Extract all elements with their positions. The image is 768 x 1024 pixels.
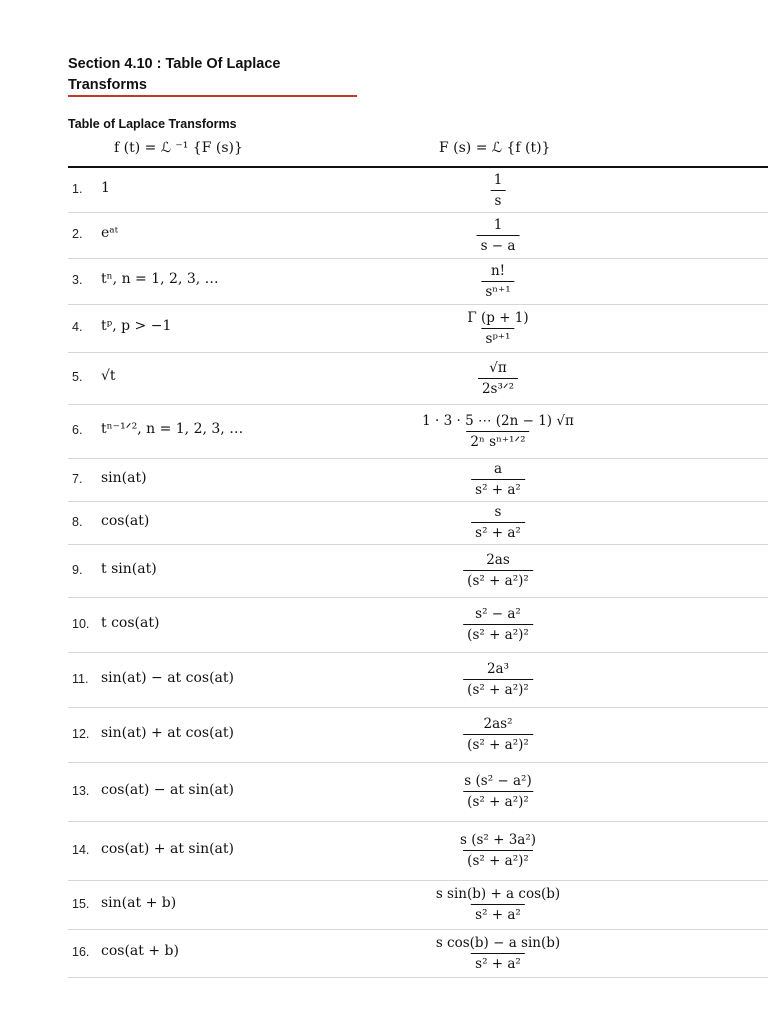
table-row — [68, 544, 768, 597]
fraction-numerator: s sin(b) + a cos(b) — [435, 886, 561, 902]
row-number: 2. — [72, 227, 83, 241]
time-function: tᵖ, p > −1 — [101, 318, 172, 334]
row-number: 16. — [72, 945, 90, 959]
fraction-numerator: 2a³ — [486, 661, 510, 677]
fraction-denominator: s² + a² — [471, 479, 525, 498]
section-title-line1: Section 4.10 : Table Of Laplace — [68, 56, 281, 72]
fraction-denominator: (s² + a²)² — [463, 791, 533, 810]
table-row — [68, 258, 768, 304]
fraction-numerator: s² − a² — [475, 606, 521, 622]
section-title — [68, 54, 368, 96]
time-function: 1 — [101, 180, 110, 196]
table-row — [68, 762, 768, 821]
time-function: cos(at) − at sin(at) — [101, 781, 234, 798]
laplace-transform-fraction — [432, 935, 564, 972]
fraction-denominator: sᵖ⁺¹ — [482, 328, 515, 347]
fraction-denominator: s − a — [477, 235, 520, 254]
table-row — [68, 404, 768, 458]
row-number: 5. — [72, 370, 83, 384]
row-number: 1. — [72, 182, 83, 196]
fraction-numerator: 1 · 3 · 5 ⋯ (2n − 1) √π — [422, 412, 574, 429]
time-function: tⁿ⁻¹ᐟ², n = 1, 2, 3, … — [101, 421, 244, 437]
laplace-transform-fraction — [463, 661, 533, 698]
time-function: cos(at) + at sin(at) — [101, 840, 234, 857]
row-number: 11. — [72, 671, 89, 686]
section-title-line2: Transforms — [68, 77, 147, 93]
table-row — [68, 304, 768, 352]
table-row — [68, 458, 768, 501]
fraction-numerator: n! — [490, 262, 506, 279]
section-title-underline — [68, 95, 357, 97]
fraction-denominator: 2ⁿ sⁿ⁺¹ᐟ² — [466, 431, 529, 450]
laplace-transform-fraction — [477, 217, 520, 254]
fraction-denominator: sⁿ⁺¹ — [481, 281, 514, 300]
time-function: sin(at + b) — [101, 894, 177, 911]
table-row — [68, 597, 768, 652]
laplace-transform-fraction — [463, 606, 533, 643]
laplace-transform-fraction — [460, 773, 535, 810]
table-row — [68, 501, 768, 544]
fraction-numerator: 2as — [486, 552, 510, 568]
row-number: 3. — [72, 273, 83, 287]
fraction-denominator: (s² + a²)² — [463, 850, 533, 869]
table-header-right: F (s) = ℒ {f (t)} — [439, 140, 551, 156]
table-row — [68, 929, 768, 977]
row-number: 15. — [72, 896, 90, 911]
table-caption: Table of Laplace Transforms — [68, 117, 237, 131]
fraction-denominator: (s² + a²)² — [463, 679, 533, 698]
row-number: 10. — [72, 616, 90, 631]
laplace-transform-fraction — [481, 263, 514, 300]
time-function: sin(at) − at cos(at) — [101, 669, 234, 686]
fraction-numerator: √π — [489, 359, 507, 376]
laplace-transform-fraction — [471, 461, 525, 498]
laplace-transform-fraction — [432, 886, 564, 923]
row-number: 6. — [72, 423, 83, 437]
row-number: 8. — [72, 514, 83, 529]
row-number: 13. — [72, 783, 90, 798]
table-row — [68, 352, 768, 404]
table-row — [68, 821, 768, 880]
laplace-transform-fraction — [478, 360, 518, 397]
row-number: 7. — [72, 471, 83, 486]
fraction-numerator: s (s² + 3a²) — [459, 832, 537, 848]
fraction-numerator: s (s² − a²) — [464, 773, 532, 789]
row-number: 14. — [72, 842, 90, 857]
fraction-denominator: (s² + a²)² — [463, 570, 533, 589]
laplace-transform-fraction — [463, 552, 533, 589]
fraction-denominator: 2s³ᐟ² — [478, 378, 518, 397]
laplace-transform-fraction — [490, 172, 507, 209]
time-function: t sin(at) — [101, 560, 157, 577]
time-function: sin(at) + at cos(at) — [101, 724, 234, 741]
table-row — [68, 168, 768, 212]
table-row — [68, 212, 768, 258]
table-row — [68, 880, 768, 929]
laplace-transform-fraction — [463, 716, 533, 753]
fraction-denominator: (s² + a²)² — [463, 734, 533, 753]
row-divider — [68, 977, 768, 978]
laplace-transform-fraction — [471, 504, 525, 541]
fraction-numerator: s cos(b) − a sin(b) — [435, 934, 561, 951]
row-number: 9. — [72, 562, 83, 577]
time-function: cos(at) — [101, 512, 150, 529]
row-number: 4. — [72, 320, 83, 334]
fraction-numerator: 1 — [493, 216, 503, 233]
fraction-numerator: 1 — [493, 171, 503, 188]
time-function: sin(at) — [101, 469, 147, 486]
table-row — [68, 707, 768, 762]
laplace-transform-fraction — [418, 413, 578, 450]
fraction-denominator: s² + a² — [471, 522, 525, 541]
time-function: t cos(at) — [101, 614, 160, 631]
time-function: eᵃᵗ — [101, 225, 119, 241]
table-row — [68, 652, 768, 707]
fraction-numerator: s — [494, 504, 502, 520]
time-function: tⁿ, n = 1, 2, 3, … — [101, 271, 219, 287]
fraction-denominator: (s² + a²)² — [463, 624, 533, 643]
fraction-numerator: Γ (p + 1) — [467, 309, 529, 326]
time-function: cos(at + b) — [101, 943, 179, 959]
fraction-denominator: s² + a² — [471, 904, 525, 923]
fraction-denominator: s — [491, 190, 506, 209]
row-number: 12. — [72, 726, 90, 741]
fraction-numerator: 2as² — [483, 716, 513, 732]
laplace-transform-fraction — [456, 832, 540, 869]
fraction-numerator: a — [493, 461, 503, 477]
laplace-transform-fraction — [463, 310, 532, 347]
time-function: √t — [101, 368, 116, 384]
fraction-denominator: s² + a² — [471, 953, 525, 972]
table-header-left: f (t) = ℒ ⁻¹ {F (s)} — [114, 140, 243, 156]
